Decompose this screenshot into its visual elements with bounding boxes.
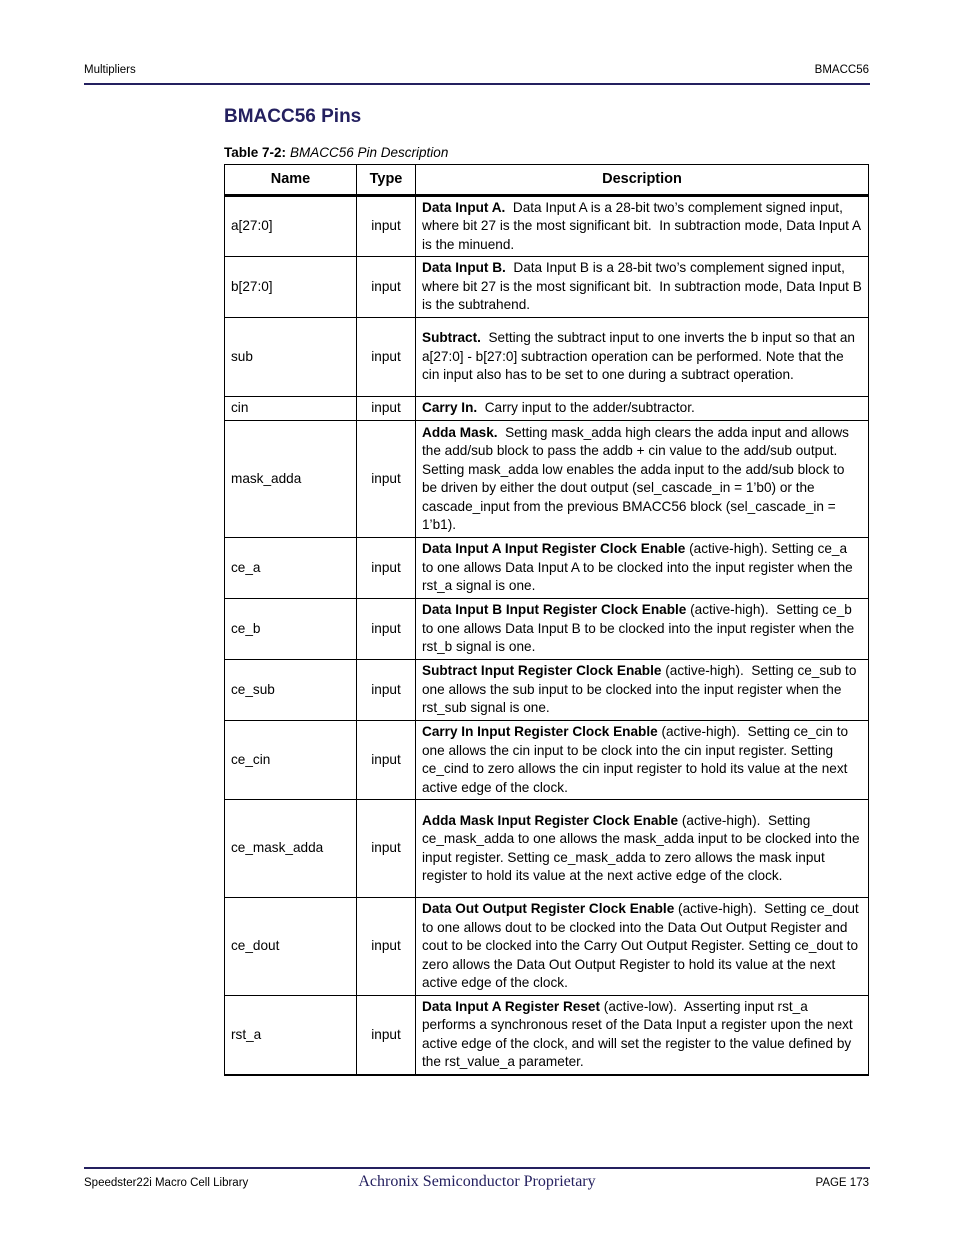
pin-name-cell: mask_adda <box>225 421 357 538</box>
pin-name-cell: ce_cin <box>225 721 357 800</box>
pin-description-lead: Data Input A Register Reset <box>422 998 601 1014</box>
pin-description-lead: Carry In. <box>422 400 478 416</box>
table-row <box>225 660 869 721</box>
running-header-section: BMACC56 <box>814 64 869 76</box>
table-header-row <box>225 165 869 196</box>
pin-description-cell <box>416 599 869 660</box>
pin-description-text: (active-high). Setting ce_b to one allows Data Input B to be clocked into the input register when the rst_b signal is one. <box>422 602 859 655</box>
pin-description-text: (active-high). Setting ce_a to one allows Data Input A to be clocked into the input register when the rst_a signal is one. <box>422 541 857 594</box>
pin-description-text: Setting the subtract input to one inverts the b input so that an a[27:0] - b[27:0] subtraction operation can be performed. Note that the cin input also has to be set to one during a subtract operation. <box>422 330 859 383</box>
pin-type-cell: input <box>357 800 416 898</box>
footer-page-number: PAGE 173 <box>815 1177 869 1189</box>
pin-description-text: (active-low). Asserting input rst_a performs a synchronous reset of the Data Input a register upon the next active edge of the clock, and will set the register to the value defined by the rst_value_a parameter. <box>422 998 857 1070</box>
table-row <box>225 898 869 996</box>
pin-type-cell: input <box>357 996 416 1075</box>
pin-name-cell: cin <box>225 397 357 421</box>
section-title: BMACC56 Pins <box>224 106 362 127</box>
pin-description-text: Data Input B is a 28-bit two’s complement signed input, where bit 27 is the most significant bit. In subtraction mode, Data Input B is the subtrahend. <box>422 260 866 313</box>
pin-description-lead: Data Input B Input Register Clock Enable <box>422 602 687 618</box>
pin-description-cell <box>416 996 869 1075</box>
table-row <box>225 318 869 397</box>
pin-description-cell <box>416 257 869 318</box>
pin-description-cell <box>416 397 869 421</box>
table-row <box>225 257 869 318</box>
pin-description-text: (active-high). Setting ce_mask_adda to one allows the mask_adda input to be clocked into the input register. Setting ce_mask_adda to zero allows the mask input register to hold its value at the next active edge of the clock. <box>422 812 864 883</box>
pin-description-lead: Data Out Output Register Clock Enable <box>422 901 675 917</box>
pin-description-cell <box>416 421 869 538</box>
pin-name-cell: a[27:0] <box>225 196 357 257</box>
pin-description-lead: Adda Mask Input Register Clock Enable <box>422 812 679 828</box>
pin-description-table <box>224 164 869 1076</box>
column-header-name: Name <box>225 165 357 196</box>
pin-description-cell <box>416 538 869 599</box>
pin-type-cell: input <box>357 538 416 599</box>
pin-description-lead: Carry In Input Register Clock Enable <box>422 724 658 739</box>
pin-description-cell <box>416 660 869 721</box>
running-header-chapter: Multipliers <box>84 64 136 76</box>
pin-description-lead: Data Input B. <box>422 260 506 276</box>
pin-description-cell <box>416 721 869 800</box>
pin-description-cell <box>416 318 869 397</box>
pin-description-text: Setting mask_adda high clears the adda input and allows the add/sub block to pass the addb + cin value to the add/sub output. Setting mask_adda low enables the adda input to the add/sub block to be driven by either the dout output (sel_cascade_in = 1’b0) or the cascade_input from the previous BMACC56 block (sel_cascade_in = 1’b1). <box>422 424 853 532</box>
pin-type-cell: input <box>357 898 416 996</box>
table-row <box>225 397 869 421</box>
table-caption <box>224 145 448 160</box>
pin-description-lead: Subtract Input Register Clock Enable <box>422 663 662 679</box>
header-rule <box>84 83 870 85</box>
table-row <box>225 196 869 257</box>
pin-name-cell: b[27:0] <box>225 257 357 318</box>
table-row <box>225 538 869 599</box>
footer-rule <box>84 1167 870 1169</box>
table-caption-text: BMACC56 Pin Description <box>290 145 449 160</box>
table-row <box>225 421 869 538</box>
pin-name-cell: ce_dout <box>225 898 357 996</box>
pin-description-cell <box>416 196 869 257</box>
pin-description-text: Carry input to the adder/subtractor. <box>477 400 695 416</box>
column-header-type: Type <box>357 165 416 196</box>
pin-name-cell: ce_sub <box>225 660 357 721</box>
pin-description-text: (active-high). Setting ce_dout to one allows dout to be clocked into the Data Out Output Register and cout to be clocked into the Carry Out Output Register. Setting ce_dout to zero allows the Data Out Output Register to hold its value at the next active edge of the clock. <box>422 901 863 991</box>
footer-proprietary-notice: Achronix Semiconductor Proprietary <box>358 1173 596 1190</box>
pin-description-text: Data Input A is a 28-bit two’s complement signed input, where bit 27 is the most significant bit. In subtraction mode, Data Input A is the minuend. <box>422 199 865 252</box>
table-row <box>225 996 869 1075</box>
pin-description-lead: Subtract. <box>422 330 481 346</box>
pin-type-cell: input <box>357 318 416 397</box>
pin-name-cell: rst_a <box>225 996 357 1075</box>
pin-description-cell <box>416 898 869 996</box>
pin-type-cell: input <box>357 721 416 800</box>
pin-name-cell: ce_a <box>225 538 357 599</box>
pin-type-cell: input <box>357 599 416 660</box>
pin-description-cell <box>416 800 869 898</box>
table-caption-label: Table 7-2: <box>224 145 287 160</box>
pin-name-cell: ce_mask_adda <box>225 800 357 898</box>
pin-type-cell: input <box>357 421 416 538</box>
column-header-description: Description <box>416 165 869 196</box>
table-row <box>225 599 869 660</box>
pin-name-cell: sub <box>225 318 357 397</box>
pin-name-cell: ce_b <box>225 599 357 660</box>
table-row <box>225 721 869 800</box>
pin-description-lead: Data Input A Input Register Clock Enable <box>422 541 686 557</box>
table-row <box>225 800 869 898</box>
pin-type-cell: input <box>357 660 416 721</box>
pin-description-text: (active-high). Setting ce_cin to one allows the cin input to be clock into the cin input register. Setting ce_cind to zero allows the cin input register to hold its value at the next active edge of the clock. <box>422 724 852 795</box>
pin-description-lead: Adda Mask. <box>422 424 498 440</box>
pin-description-lead: Data Input A. <box>422 199 506 215</box>
pin-description-text: (active-high). Setting ce_sub to one allows the sub input to be clocked into the input register when the rst_sub signal is one. <box>422 663 861 716</box>
pin-type-cell: input <box>357 257 416 318</box>
pin-type-cell: input <box>357 397 416 421</box>
pin-type-cell: input <box>357 196 416 257</box>
footer-document-title: Speedster22i Macro Cell Library <box>84 1177 249 1189</box>
